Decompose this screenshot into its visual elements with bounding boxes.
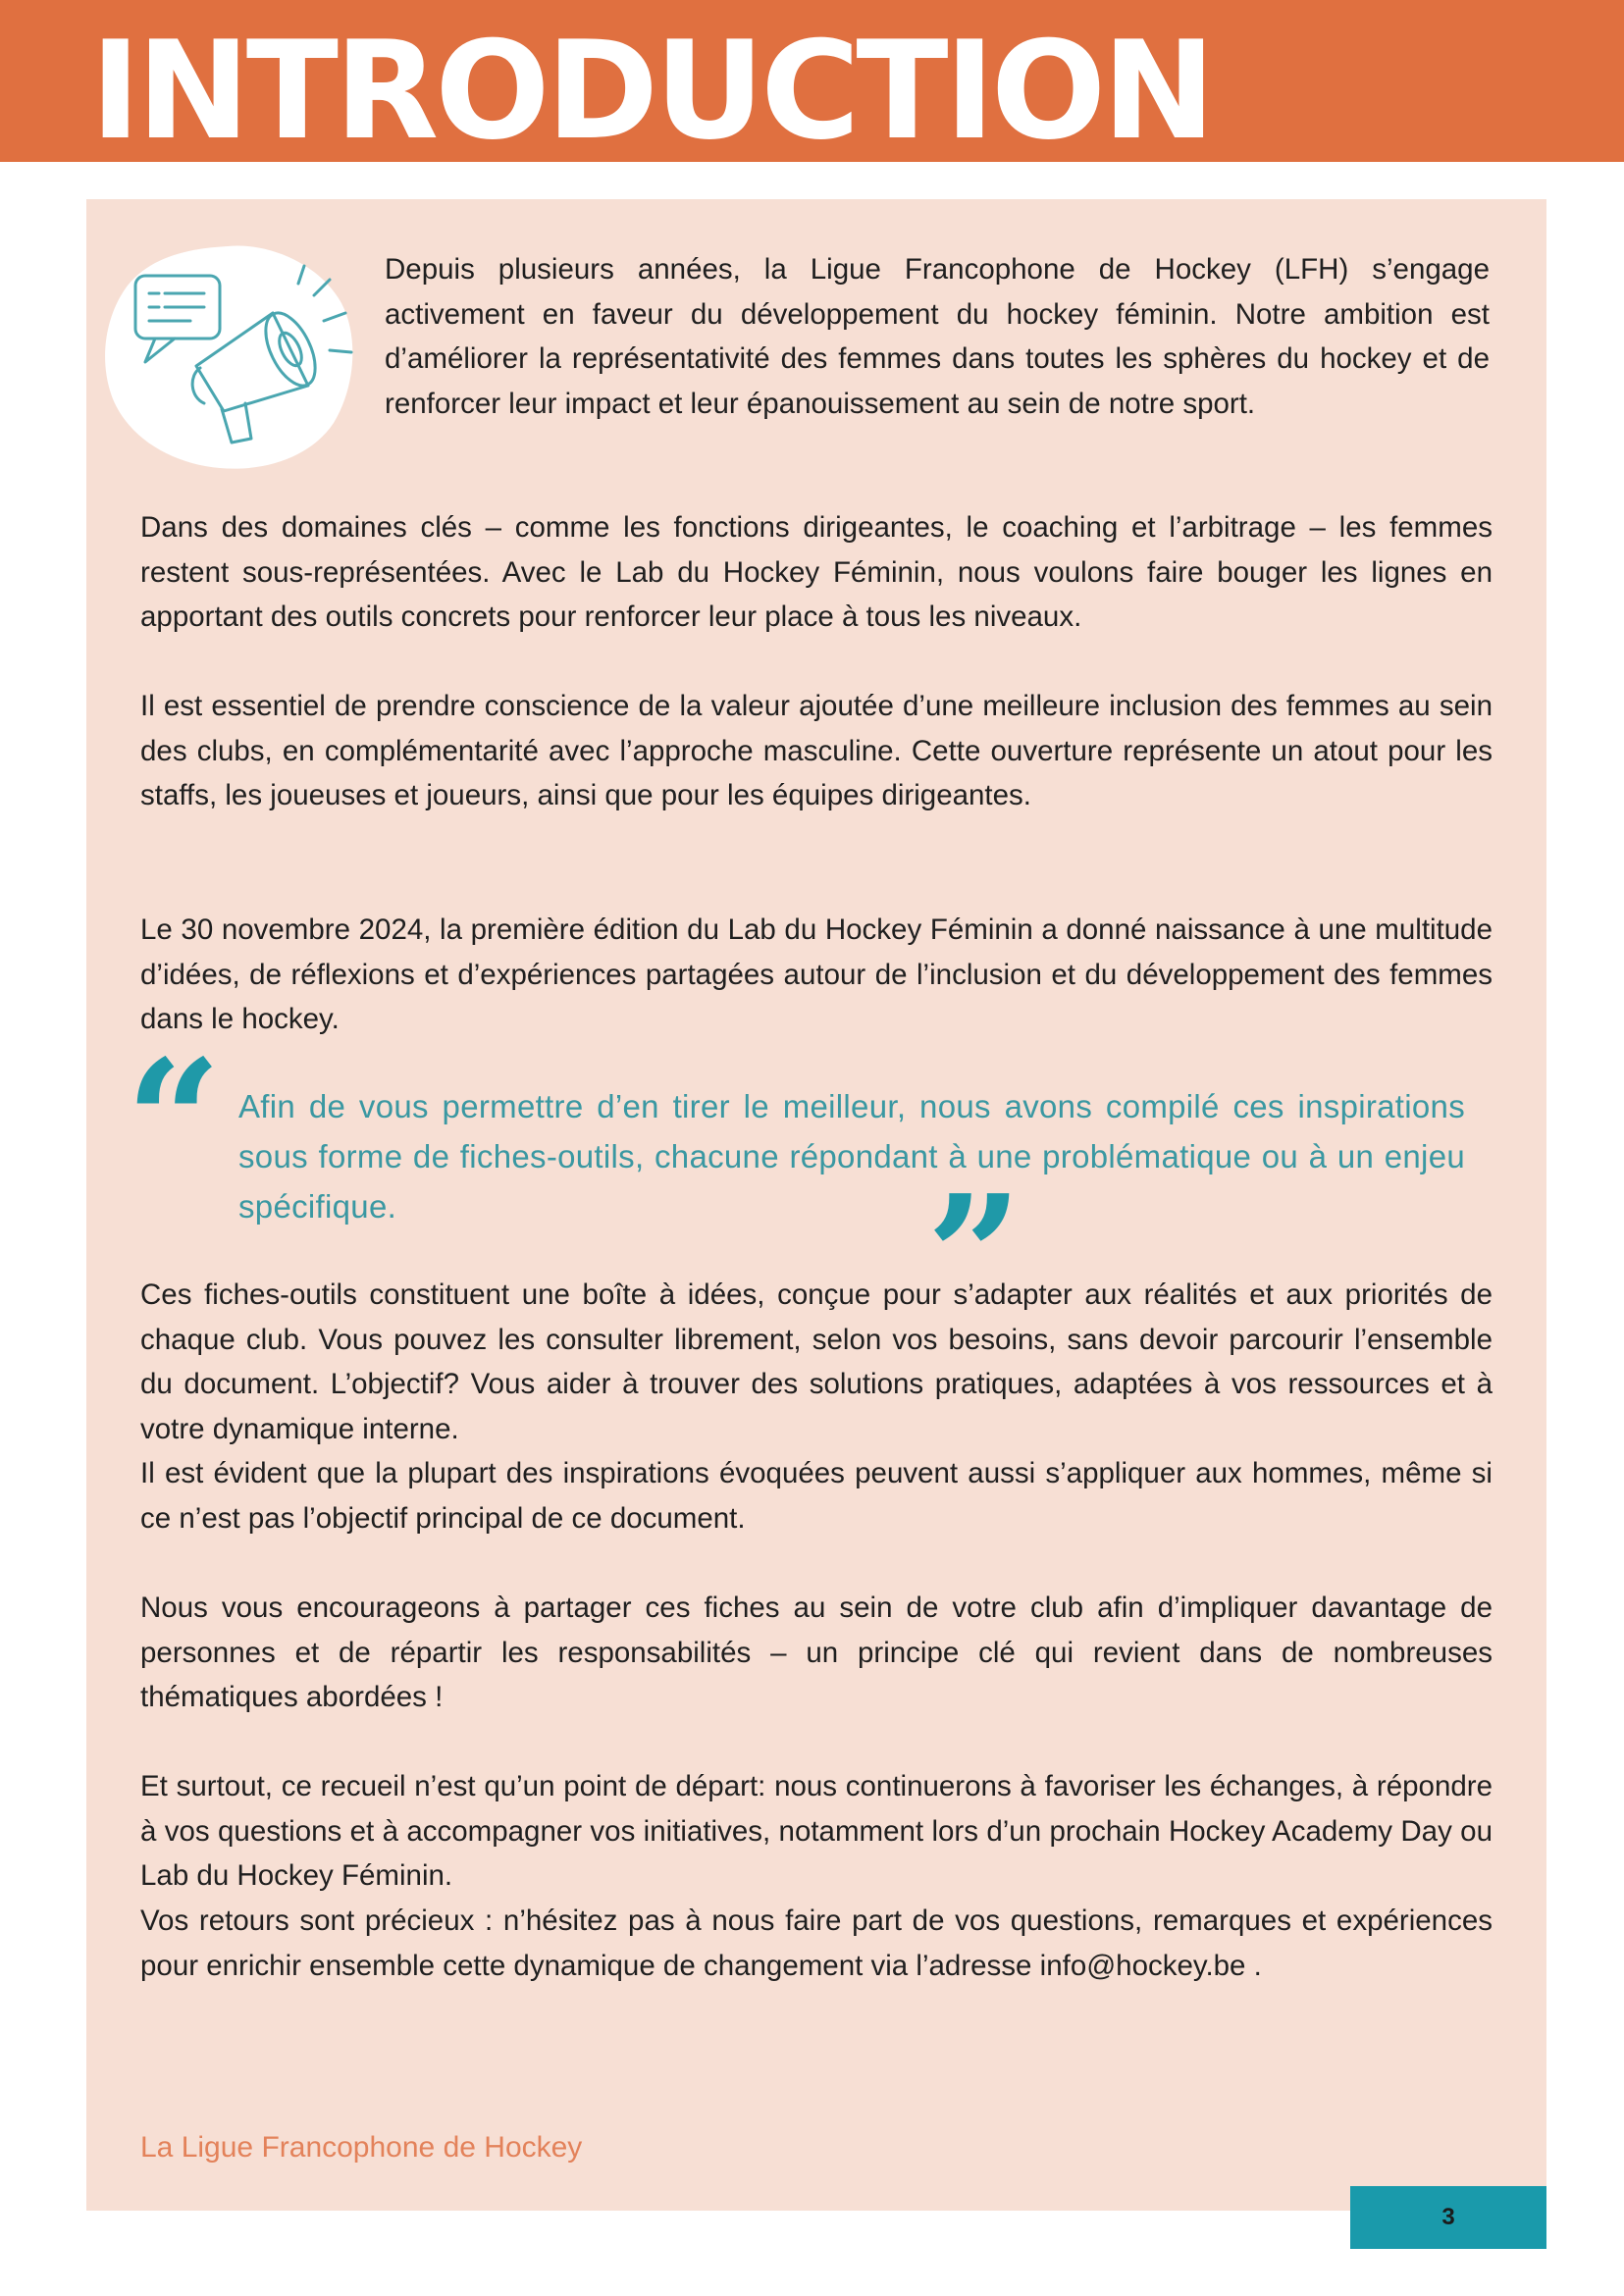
paragraph-domains: Dans des domaines clés – comme les fonctions dirigeantes, le coaching et l’arbitrage – les femmes restent sous-représentées. Avec le Lab du Hockey Féminin, nous voulons faire bouger les lignes en apportant des outils concrets pour renforcer leur place à tous les niveaux. <box>140 511 1493 633</box>
page-title: INTRODUCTION <box>90 12 1212 170</box>
paragraph-share: Nous vous encourageons à partager ces fiches au sein de votre club afin d’impliquer davantage de personnes et de répartir les responsabilités – un principe clé qui revient dans de nombreuses thématiques abordées ! <box>140 1592 1493 1713</box>
paragraph-toolkit: Ces fiches-outils constituent une boîte à idées, conçue pour s’adapter aux réalités et aux priorités de chaque club. Vous pouvez les consulter librement, selon vos besoins, sans devoir parcourir l’ensemble du document. L’objectif? Vous aider à trouver des solutions pratiques, adaptées à vos ressources et à votre dynamique interne. <box>140 1278 1493 1445</box>
page-number-badge <box>1350 2186 1546 2249</box>
paragraph-men: Il est évident que la plupart des inspirations évoquées peuvent aussi s’appliquer aux hommes, même si ce n’est pas l’objectif principal de ce document. <box>140 1457 1493 1535</box>
paragraph-lab-edition: Le 30 novembre 2024, la première édition du Lab du Hockey Féminin a donné naissance à une multitude d’idées, de réflexions et d’expériences partagées autour de l’inclusion et du développement des femmes dans le hockey. <box>140 913 1493 1035</box>
paragraph-inclusion: Il est essentiel de prendre conscience de la valeur ajoutée d’une meilleure inclusion des femmes au sein des clubs, en complémentarité avec l’approche masculine. Cette ouverture représente un atout pour les staffs, les joueuses et joueurs, ainsi que pour les équipes dirigeantes. <box>140 690 1493 811</box>
signature: La Ligue Francophone de Hockey <box>140 2131 583 2164</box>
paragraph-feedback: Vos retours sont précieux : n’hésitez pas à nous faire part de vos questions, remarques et expériences pour enrichir ensemble cette dynamique de changement via l’adresse info@hockey.be . <box>140 1905 1493 1982</box>
page-number: 3 <box>1441 2204 1455 2230</box>
highlight-quote: Afin de vous permettre d’en tirer le meilleur, nous avons compilé ces inspirations sous forme de fiches-outils, chacune répondant à une problématique ou à un enjeu spécifique. <box>238 1088 1465 1225</box>
intro-paragraph: Depuis plusieurs années, la Ligue Francophone de Hockey (LFH) s’engage activement en faveur du développement du hockey féminin. Notre ambition est d’améliorer la représentativité des femmes dans toutes les sphères du hockey et de renforcer leur impact et leur épanouissement au sein de notre sport. <box>385 253 1490 420</box>
megaphone-speech-bubble-icon <box>102 240 359 472</box>
open-quote-icon: “ <box>126 1023 222 1220</box>
close-quote-icon: ” <box>926 1159 1022 1355</box>
paragraph-starting-point: Et surtout, ce recueil n’est qu’un point de départ: nous continuerons à favoriser les échanges, à répondre à vos questions et à accompagner vos initiatives, notamment lors d’un prochain Hockey Academy Day ou Lab du Hockey Féminin. <box>140 1770 1493 1892</box>
